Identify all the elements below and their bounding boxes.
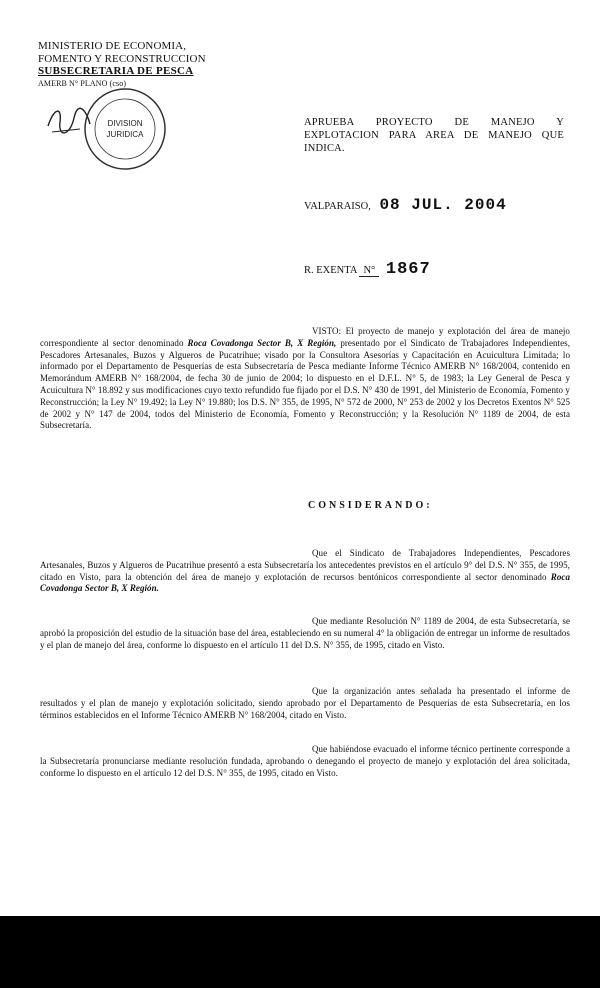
resolution-label: R. EXENTA [304, 265, 357, 276]
ministry-line2: FOMENTO Y RECONSTRUCCION [38, 52, 206, 65]
date-stamp: 08 JUL. 2004 [379, 196, 507, 214]
amerb-stamp-line: AMERB N° PLANO (cso) [38, 78, 127, 88]
ministry-line1: MINISTERIO DE ECONOMIA, [38, 40, 187, 52]
visto-rest: presentado por el Sindicato de Trabajadores Independientes, Pescadores Artesanales, Buzos y Algueros de Pucatrihue; visado por la Consultora Asesorías y Capacitación en Acuicultura Limitada; lo informado por el Departamento de Pesquerías de esta Subsecretaría de Pesca mediante Informe Técnico AMERB N° 168/2004, contenido en Memorándum AMERB N° 168/2004, de fecha 30 de junio de 2004; lo dispuesto en el D.F.L. N° 5, de 1983; la Ley General de Pesca y Acuicultura N° 18.892 y sus modificaciones cuyo texto refundido fue fijado por el D.S. N° 430 de 1991, del Ministerio de Economía, Fomento y Reconstrucción; la Ley N° 19.492; la Ley N° 19.880; los D.S. N° 355, de 1995, N° 572 de 2000, N° 253 de 2002 y los Decretos Exentos N° 525 de 2002 y N° 147 de 2004, todos del Ministerio de Economía, Fomento y Reconstrucción; y la Resolución N° 1189 de 2004, de esta Subsecretaría. [40, 337, 570, 431]
visto-place: Roca Covadonga Sector B, X Región, [187, 337, 337, 348]
visto-intro: El proyecto de manejo y explotación del área de manejo correspondiente al sector denominado [40, 326, 570, 348]
visto-paragraph [40, 326, 570, 432]
visto-label: VISTO: [312, 326, 342, 336]
seal-text-1: DIVISION [107, 119, 143, 128]
seal-text-2: JURIDICA [106, 130, 144, 139]
letterhead [38, 40, 206, 90]
considerando-paragraph-2 [40, 616, 570, 651]
considerando-paragraph-1 [40, 548, 570, 595]
date-line [304, 196, 507, 214]
scan-bottom-band [0, 916, 600, 988]
p3-text: Que la organización antes señalada ha presentado el informe de resultados y el plan de manejo y explotación solicitado, siendo aprobado por el Departamento de Pesquerías de esta Subsecretaría, en los términos establecidos en el Informe Técnico AMERB N° 168/2004, citado en Visto. [40, 686, 570, 720]
p4-text: Que habiéndose evacuado el informe técnico pertinente corresponde a la Subsecretaría pronunciarse mediante resolución fundada, aprobando o denegando el proyecto de manejo y explotación del área solicitada, conforme lo dispuesto en el artículo 12 del D.S. N° 355, de 1995, citado en Visto. [40, 744, 570, 778]
subsecretaria-line: SUBSECRETARIA DE PESCA [38, 65, 194, 77]
resolution-line [304, 260, 431, 279]
p1-place: Roca Covadonga Sector B, X Región. [40, 571, 570, 594]
date-place: VALPARAISO, [304, 201, 371, 212]
resolution-prefix: N° [359, 265, 379, 277]
resolution-number: 1867 [385, 260, 431, 279]
p2-text: Que mediante Resolución N° 1189 de 2004, de esta Subsecretaría, se aprobó la proposición del estudio de la situación base del área, estableciendo en su numeral 4° la obligación de entregar un informe de resultados y el plan de manejo del área, conforme lo dispuesto en el artículo 11 del D.S. N° 355, de 1995, citado en Visto. [40, 616, 570, 650]
considerando-paragraph-4 [40, 744, 570, 779]
subject-heading: APRUEBA PROYECTO DE MANEJO Y EXPLOTACION PARA AREA DE MANEJO QUE INDICA. [304, 117, 564, 154]
p1-text: Que el Sindicato de Trabajadores Independientes, Pescadores Artesanales, Buzos y Algueros de Pucatrihue presentó a esta Subsecretaría los antecedentes previstos en el artículo 9° del D.S. N° 355, de 1995, citado en Visto, para la obtención del área de manejo y explotación de recursos bentónicos correspondiente al sector denominado [40, 548, 570, 582]
signature-icon [40, 96, 100, 146]
considerando-heading: CONSIDERANDO: [308, 500, 433, 511]
considerando-paragraph-3 [40, 686, 570, 721]
